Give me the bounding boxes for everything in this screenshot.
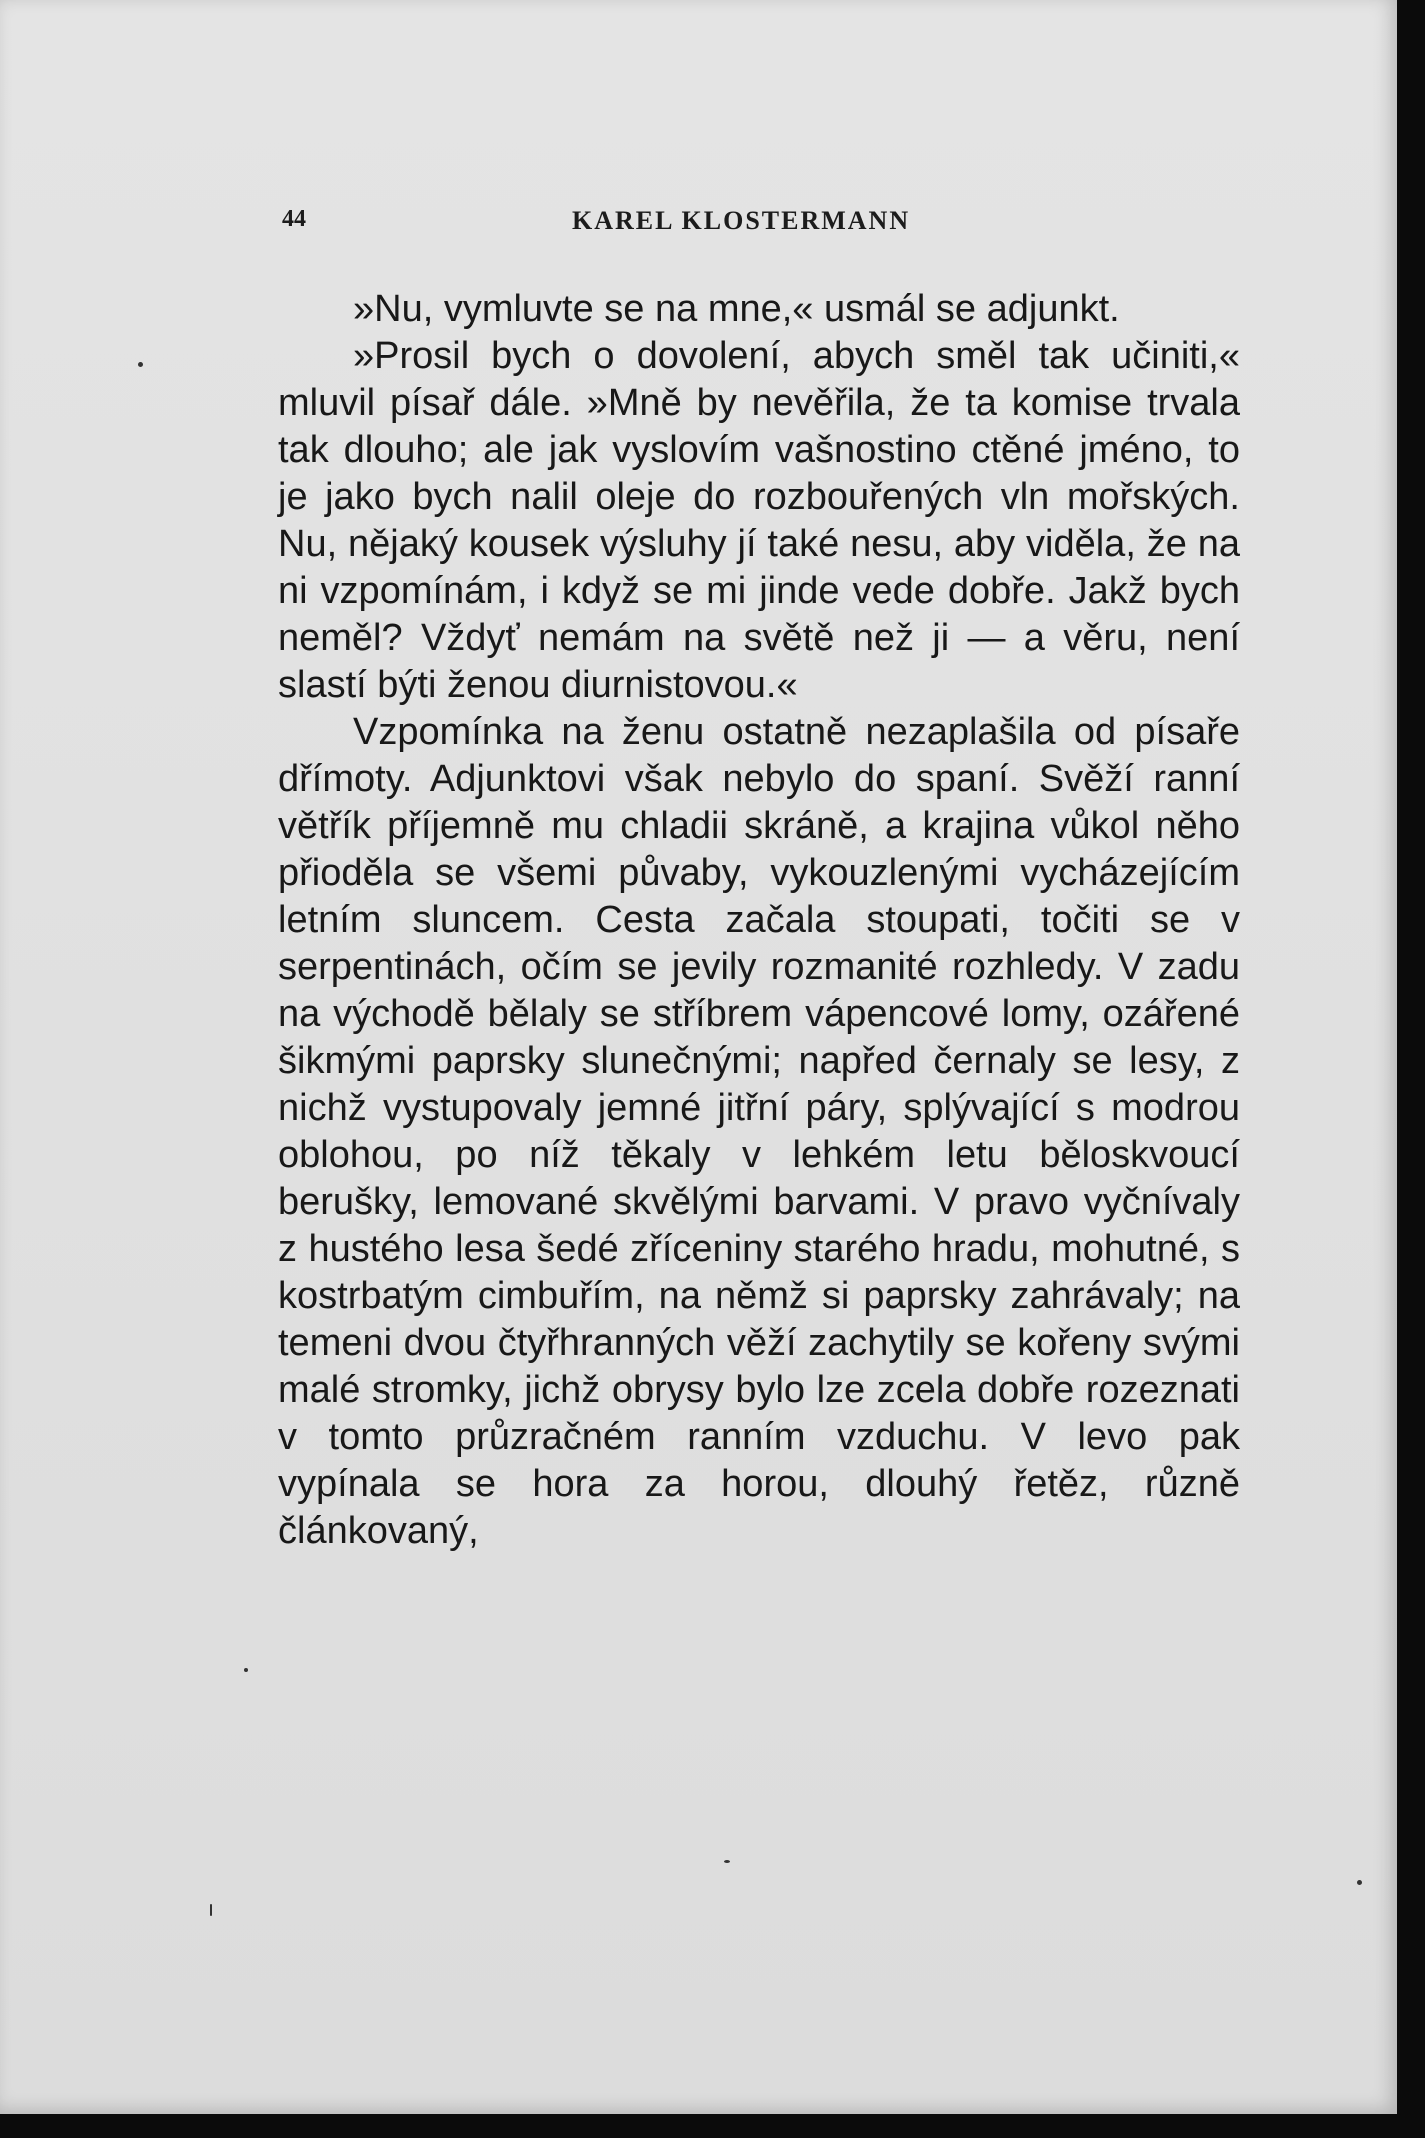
- paragraph: Vzpomínka na ženu ostatně nezaplašila od písaře dřímoty. Adjunktovi však nebylo do spaní. Svěží ranní větřík příjemně mu chladii skráně, a krajina vůkol něho přioděla se všemi půvaby, vykouzlenými vycházejícím letním sluncem. Cesta začala stoupati, točiti se v serpentinách, očím se jevily rozmanité rozhledy. V zadu na východě bělaly se stříbrem vápencové lomy, ozářené šikmými paprsky slunečnými; napřed černaly se lesy, z nichž vystupovaly jemné jitřní páry, splývající s modrou oblohou, po níž těkaly v lehkém letu běloskvoucí berušky, lemované skvělými barvami. V pravo vyčnívaly z hustého lesa šedé zříceniny starého hradu, mohutné, s kostrbatým cimbuřím, na němž si paprsky zahrávaly; na temeni dvou čtyřhranných věží zachytily se kořeny svými malé stromky, jichž obrysy bylo lze zcela dobře rozeznati v tomto průzračném ranním vzduchu. V levo pak vypínala se hora za horou, dlouhý řetěz, různě článkovaný,: [278, 711, 1240, 1552]
- paper-speck: [138, 362, 143, 367]
- page-header: [282, 206, 952, 240]
- running-head: KAREL KLOSTERMANN: [572, 206, 911, 235]
- paragraph: »Nu, vymluvte se na mne,« usmál se adjunkt.: [353, 288, 1120, 330]
- scan-edge-right: [1397, 0, 1425, 2138]
- paper-speck: [210, 1904, 212, 1916]
- paper-speck: [724, 1860, 730, 1863]
- scan-edge-bottom: [0, 2114, 1425, 2138]
- paper-speck: [1357, 1880, 1362, 1885]
- paper-speck: [244, 1668, 248, 1672]
- body-text: [278, 286, 1240, 1555]
- paragraph: »Prosil bych o dovolení, abych směl tak učiniti,« mluvil písař dále. »Mně by nevěřila, že ta komise trvala tak dlouho; ale jak vyslovím vašnostino ctěné jméno, to je jako bych nalil oleje do rozbouřených vln mořských. Nu, nějaký kousek výsluhy jí také nesu, aby viděla, že na ni vzpomínám, i když se mi jinde vede dobře. Jakž bych neměl? Vždyť nemám na světě než ji — a věru, není slastí býti ženou diurnistovou.«: [278, 335, 1240, 706]
- page-number: 44: [282, 206, 306, 232]
